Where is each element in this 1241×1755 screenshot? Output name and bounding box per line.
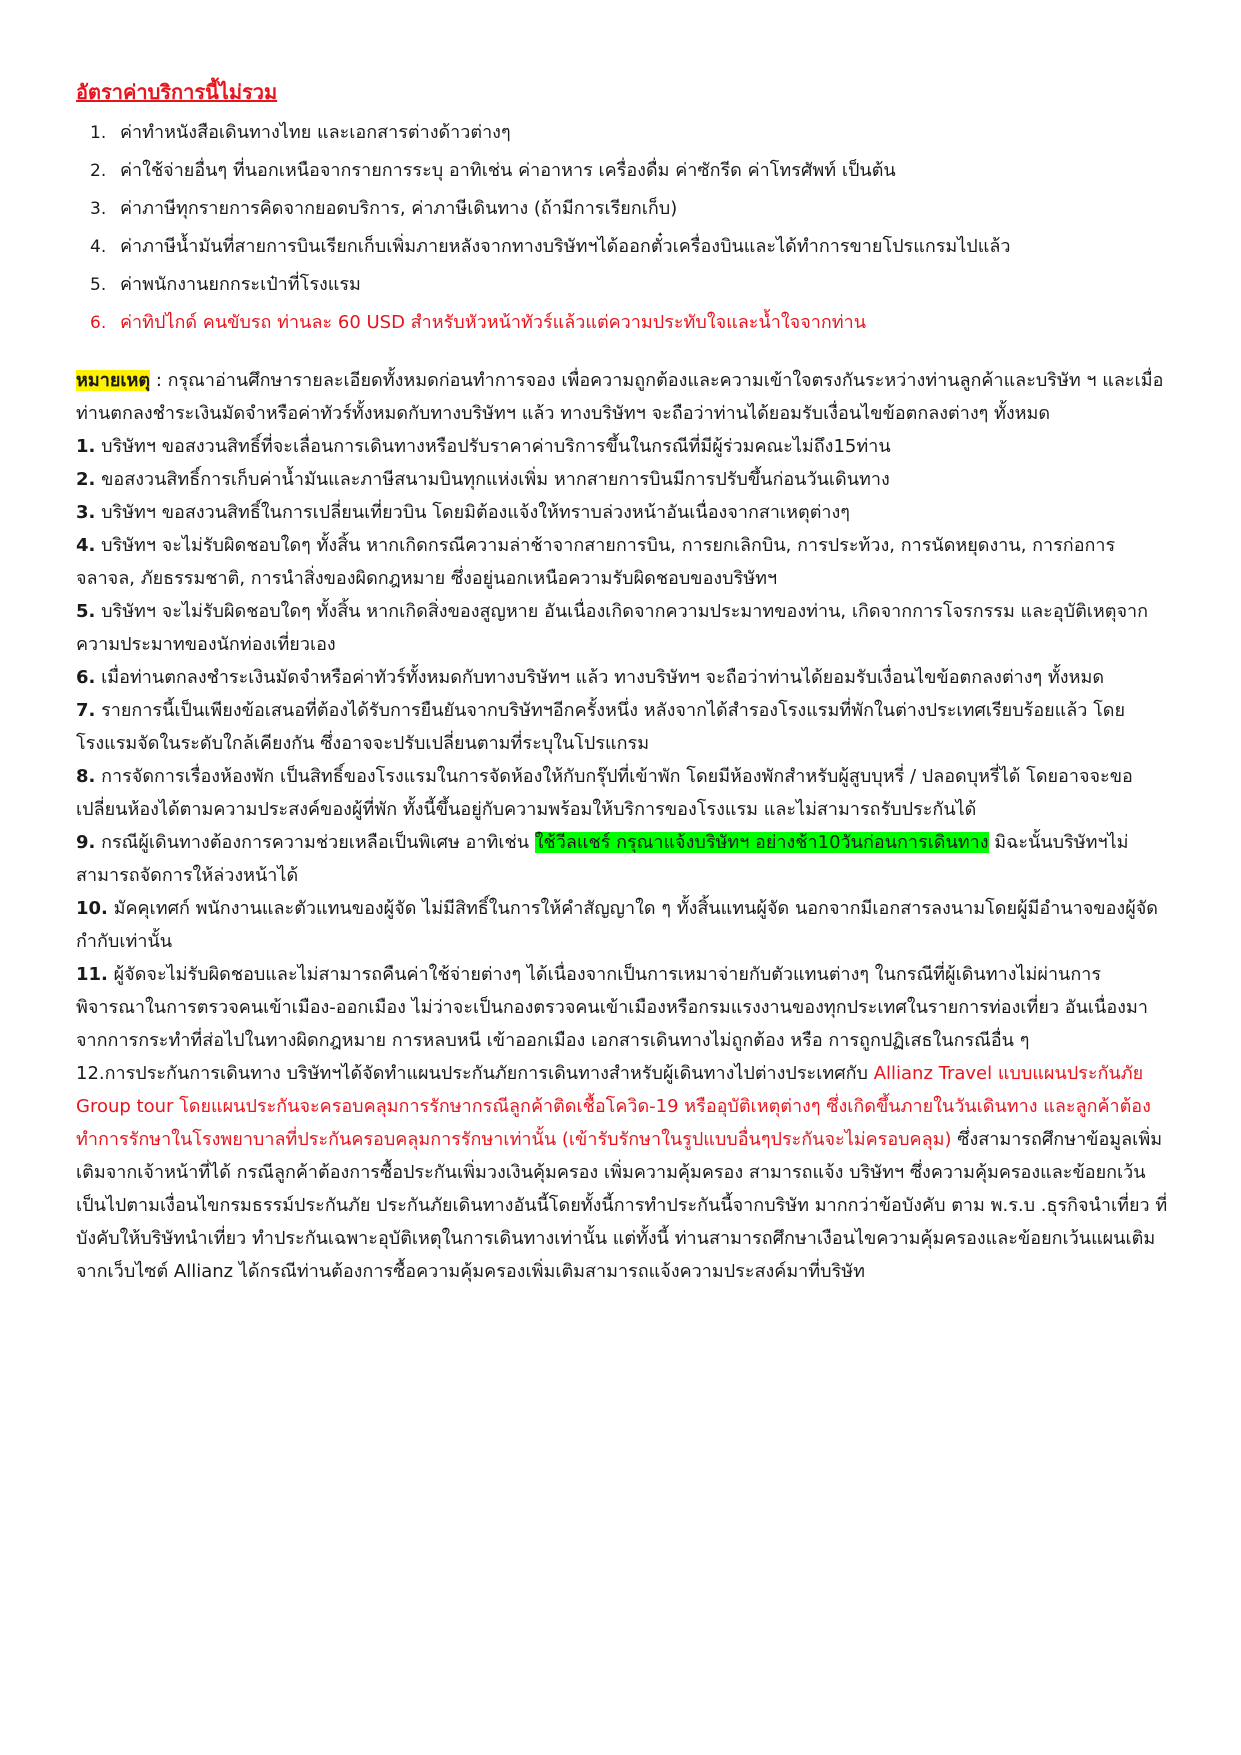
note-text: เมื่อท่านตกลงชำระเงินมัดจำหรือค่าทัวร์ทั้งหมดกับทางบริษัทฯ แล้ว ทางบริษัทฯ จะถือว่าท่านได้ยอมรับเงื่อนไขข้อตกลงต่างๆ ทั้งหมด [95, 667, 1105, 688]
note-number: 6. [76, 667, 96, 688]
note-text: ซึ่งสามารถศึกษาข้อมูลเพิ่มเติมจากเจ้าหน้าที่ได้ กรณีลูกค้าต้องการซื้อประกันเพิ่มวงเงินคุ้มครอง เพิ่มความคุ้มครอง สามารถแจ้ง บริษัทฯ ซึ่งความคุ้มครองและข้อยกเว้น เป็นไปตามเงื่อนไขกรมธรรม์ประกันภัย ประกันภัยเดินทางอันนี้โดยทั้งนี้การทำประกันนี้จากบริษัท มากกว่าข้อบังคับ ตาม พ.ร.บ .ธุรกิจนำเที่ยว ที่บังคับให้บริษัทนำเที่ยว ทำประกันเฉพาะอุบัติเหตุในการเดินทางเท่านั้น แต่ทั้งนี้ ท่านสามารถศึกษาเงือนไขความคุ้มครองและข้อยกเว้นแผนเติมจากเว็บไซต์ Allianz ได้กรณีท่านต้องการซื้อความคุ้มครองเพิ่มเติมสามารถแจ้งความประสงค์มาที่บริษัท [76, 1129, 1168, 1282]
note-number: 1. [76, 436, 96, 457]
note-paragraph-11 [76, 958, 1168, 1057]
note-number: 11. [76, 964, 108, 985]
note-number: 4. [76, 535, 96, 556]
note-text: มิฉะนั้นบริษัทฯไม่สามารถจัดการให้ล่วงหน้าได้ [76, 832, 1129, 886]
exclusion-number: 4. [90, 237, 107, 257]
note-paragraph-9 [76, 826, 1168, 892]
note-paragraph-10 [76, 892, 1168, 958]
notes-intro-text: : กรุณาอ่านศึกษารายละเอียดทั้งหมดก่อนทำการจอง เพื่อความถูกต้องและความเข้าใจตรงกันระหว่างท่านลูกค้าและบริษัท ฯ และเมื่อท่านตกลงชำระเงินมัดจำหรือค่าทัวร์ทั้งหมดกับทางบริษัทฯ แล้ว ทางบริษัทฯ จะถือว่าท่านได้ยอมรับเงื่อนไขข้อตกลงต่างๆ ทั้งหมด [76, 370, 1164, 424]
exclusion-item [76, 114, 1168, 152]
note-paragraph-2 [76, 463, 1168, 496]
note-text: ขอสงวนสิทธิ์การเก็บค่าน้ำมันและภาษีสนามบินทุกแห่งเพิ่ม หากสายการบินมีการปรับขึ้นก่อนวันเดินทาง [95, 469, 890, 490]
exclusions-list [76, 114, 1168, 342]
note-paragraph-8 [76, 760, 1168, 826]
note-text: กรณีผู้เดินทางต้องการความช่วยเหลือเป็นพิเศษ อาทิเช่น [95, 832, 535, 853]
note-paragraph-5 [76, 595, 1168, 661]
note-text: มัคคุเทศก์ พนักงานและตัวแทนของผู้จัด ไม่มีสิทธิ์ในการให้คำสัญญาใด ๆ ทั้งสิ้นแทนผู้จัด นอกจากมีเอกสารลงนามโดยผู้มีอำนาจของผู้จัดกำกับเท่านั้น [76, 898, 1158, 952]
note-paragraph-12 [76, 1057, 1168, 1288]
note-text: 12.การประกันการเดินทาง บริษัทฯได้จัดทำแผนประกันภัยการเดินทางสำหรับผู้เดินทางไปต่างประเทศกับ [76, 1063, 874, 1084]
note-paragraph-7 [76, 694, 1168, 760]
exclusions-title: อัตราค่าบริการนี้ไม่รวม [76, 80, 278, 104]
exclusion-text: ค่าภาษีน้ำมันที่สายการบินเรียกเก็บเพิ่มภายหลังจากทางบริษัทฯได้ออกตั๋วเครื่องบินและได้ทำการขายโปรแกรมไปแล้ว [120, 236, 1011, 257]
note-number: 5. [76, 601, 96, 622]
exclusion-text: ค่าภาษีทุกรายการคิดจากยอดบริการ, ค่าภาษีเดินทาง (ถ้ามีการเรียกเก็บ) [120, 198, 678, 219]
note-number: 10. [76, 898, 108, 919]
note-paragraph-3 [76, 496, 1168, 529]
note-text: รายการนี้เป็นเพียงข้อเสนอที่ต้องได้รับการยืนยันจากบริษัทฯอีกครั้งหนึ่ง หลังจากได้สำรองโรงแรมที่พักในต่างประเทศเรียบร้อยแล้ว โดยโรงแรมจัดในระดับใกล้เคียงกัน ซึ่งอาจจะปรับเปลี่ยนตามที่ระบุในโปรแกรม [76, 700, 1126, 754]
exclusion-number: 6. [90, 313, 107, 333]
insurance-red-text: Allianz Travel แบบแผนประกันภัย Group tour โดยแผนประกันจะครอบคลุมการรักษากรณีลูกค้าติดเชื้อโควิด-19 หรืออุบัติเหตุต่างๆ ซึ่งเกิดขึ้นภายในวันเดินทาง และลูกค้าต้องทำการรักษาในโรงพยาบาลที่ประกันครอบคลุมการรักษาเท่านั้น (เข้ารับรักษาในรูปแบบอื่นๆประกันจะไม่ครอบคลุม) [76, 1063, 1151, 1150]
exclusion-number: 1. [90, 123, 107, 143]
note-text: บริษัทฯ จะไม่รับผิดชอบใดๆ ทั้งสิ้น หากเกิดกรณีความล่าช้าจากสายการบิน, การยกเลิกบิน, การประท้วง, การนัดหยุดงาน, การก่อการจลาจล, ภัยธรรมชาติ, การนำสิ่งของผิดกฎหมาย ซึ่งอยู่นอกเหนือความรับผิดชอบของบริษัทฯ [76, 535, 1116, 589]
note-text: บริษัทฯ ขอสงวนสิทธิ์ในการเปลี่ยนเที่ยวบิน โดยมิต้องแจ้งให้ทราบล่วงหน้าอันเนื่องจากสาเหตุต่างๆ [95, 502, 850, 523]
exclusion-text: ค่าทิปไกด์ คนขับรถ ท่านละ 60 USD สำหรับหัวหน้าทัวร์แล้วแต่ความประทับใจและน้ำใจจากท่าน [120, 312, 867, 333]
note-text: การจัดการเรื่องห้องพัก เป็นสิทธิ์ของโรงแรมในการจัดห้องให้กับกรุ๊ปที่เข้าพัก โดยมีห้องพักสำหรับผู้สูบบุหรี่ / ปลอดบุหรี่ได้ โดยอาจจะขอเปลี่ยนห้องได้ตามความประสงค์ของผู้ที่พัก ทั้งนี้ขึ้นอยู่กับความพร้อมให้บริการของโรงแรม และไม่สามารถรับประกันได้ [76, 766, 1133, 820]
exclusion-text: ค่าพนักงานยกกระเป๋าที่โรงแรม [120, 274, 361, 295]
note-paragraph-4 [76, 529, 1168, 595]
exclusion-item [76, 190, 1168, 228]
note-text: ผู้จัดจะไม่รับผิดชอบและไม่สามารถคืนค่าใช้จ่ายต่างๆ ได้เนื่องจากเป็นการเหมาจ่ายกับตัวแทนต่างๆ ในกรณีที่ผู้เดินทางไม่ผ่านการพิจารณาในการตรวจคนเข้าเมือง-ออกเมือง ไม่ว่าจะเป็นกองตรวจคนเข้าเมืองหรือกรมแรงงานของทุกประเทศในรายการท่องเที่ยว อันเนื่องมาจากการกระทำที่ส่อไปในทางผิดกฎหมาย การหลบหนี เข้าออกเมือง เอกสารเดินทางไม่ถูกต้อง หรือ การถูกปฏิเสธในกรณีอื่น ๆ [76, 964, 1148, 1051]
exclusion-text: ค่าทำหนังสือเดินทางไทย และเอกสารต่างด้าวต่างๆ [120, 122, 511, 143]
note-paragraph-1 [76, 430, 1168, 463]
note-number: 8. [76, 766, 96, 787]
note-number: 2. [76, 469, 96, 490]
note-number: 3. [76, 502, 96, 523]
exclusion-number: 3. [90, 199, 107, 219]
notes-intro [76, 364, 1168, 430]
exclusion-number: 2. [90, 161, 107, 181]
note-number: 9. [76, 832, 96, 853]
exclusion-item [76, 228, 1168, 266]
note-text: บริษัทฯ จะไม่รับผิดชอบใดๆ ทั้งสิ้น หากเกิดสิ่งของสูญหาย อันเนื่องเกิดจากความประมาทของท่าน, เกิดจากการโจรกรรม และอุบัติเหตุจากความประมาทของนักท่องเที่ยวเอง [76, 601, 1149, 655]
note-number: 7. [76, 700, 96, 721]
exclusion-item-tip [76, 304, 1168, 342]
notes-label: หมายเหตุ [76, 370, 151, 391]
exclusion-number: 5. [90, 275, 107, 295]
section-spacer [76, 342, 1168, 364]
exclusion-item [76, 266, 1168, 304]
exclusion-text: ค่าใช้จ่ายอื่นๆ ที่นอกเหนือจากรายการระบุ อาทิเช่น ค่าอาหาร เครื่องดื่ม ค่าซักรีด ค่าโทรศัพท์ เป็นต้น [120, 160, 896, 181]
note-paragraph-6 [76, 661, 1168, 694]
wheelchair-highlight: ใช้วีลแชร์ กรุณาแจ้งบริษัทฯ อย่างช้า10วันก่อนการเดินทาง [534, 832, 989, 853]
exclusion-item [76, 152, 1168, 190]
note-text: บริษัทฯ ขอสงวนสิทธิ์ที่จะเลื่อนการเดินทางหรือปรับราคาค่าบริการขึ้นในกรณีที่มีผู้ร่วมคณะไม่ถึง15ท่าน [95, 436, 891, 457]
